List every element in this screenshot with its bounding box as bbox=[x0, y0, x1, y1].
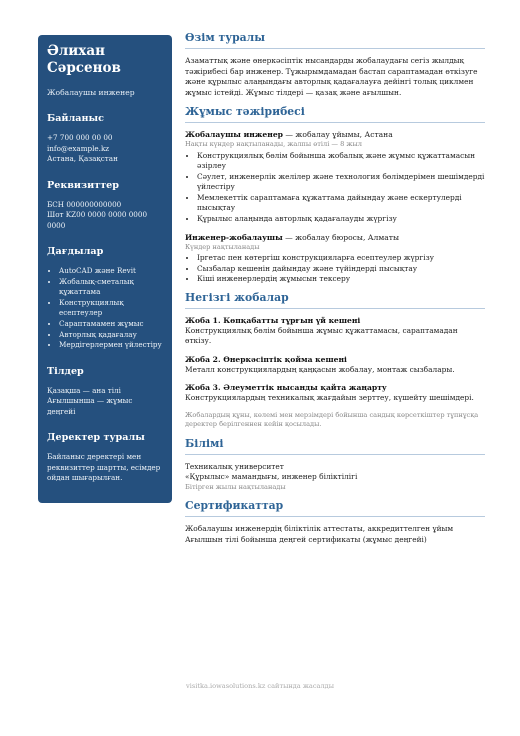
projects-heading: Негізгі жобалар bbox=[185, 290, 289, 304]
divider bbox=[185, 454, 485, 455]
duty-item: • Іргетас пен көтергіш конструкцияларға есептеулер жүргізу bbox=[197, 253, 485, 264]
language-kazakh: Қазақша — ана тілі bbox=[47, 385, 121, 395]
duty-item: • Сызбалар кешенін дайындау және түйіндерді пысықтау bbox=[197, 264, 485, 275]
bin: БСН 000000000000 bbox=[47, 199, 122, 209]
job2-duties bbox=[185, 253, 485, 285]
certificates-text: Жобалаушы инженердің біліктілік аттестаты, аккредиттелген ұйым Ағылшын тілі бойынша деңгей сертификаты (жұмыс деңгейі) bbox=[185, 524, 454, 544]
data-heading: Деректер туралы bbox=[47, 432, 145, 444]
main-content bbox=[185, 31, 485, 545]
job2-header bbox=[185, 233, 485, 243]
project2-title: Жоба 2. Өнеркәсіптік қойма кешені bbox=[185, 354, 347, 364]
job1-title: Жобалаушы инженер bbox=[185, 130, 283, 139]
duty-item: • Мемлекеттік сараптамаға құжаттама дайындау және ескертулерді пысықтау bbox=[197, 193, 485, 214]
account-line1: Шот KZ00 0000 0000 0000 bbox=[47, 210, 148, 219]
divider bbox=[185, 516, 485, 517]
edu-specialty: «Құрылыс» мамандығы, инженер біліктілігі bbox=[185, 472, 358, 482]
duty-item: • Құрылыс алаңында авторлық қадағалауды жүргізу bbox=[197, 214, 485, 225]
job1-meta: Нақты күндер нақтыланады, жалпы өтілі — 8 жыл bbox=[185, 140, 362, 148]
job1-header bbox=[185, 130, 485, 140]
duty-item: • Сәулет, инженерлік желілер және технология бөлімдерімен шешімдерді үйлестіру bbox=[197, 172, 485, 193]
project1-text: Конструкциялық бөлім бойынша жұмыс құжаттамасы, сараптамадан өткізу. bbox=[185, 325, 458, 346]
email: info@example.kz bbox=[47, 143, 110, 153]
edu-year: Бітірген жылы нақтыланады bbox=[185, 482, 286, 491]
account-line2: 0000 bbox=[47, 220, 66, 230]
data-note: Байланыс деректері мен реквизиттер шартты, есімдер ойдан шығарылған. bbox=[47, 452, 161, 483]
certificates-heading: Сертификаттар bbox=[185, 499, 284, 513]
job2-meta: Күндер нақтыланады bbox=[185, 242, 260, 251]
skills-heading: Дағдылар bbox=[47, 246, 104, 257]
sidebar bbox=[38, 35, 172, 503]
city: Астана, Қазақстан bbox=[47, 154, 118, 163]
project3-title: Жоба 3. Әлеуметтік нысанды қайта жаңарту bbox=[185, 383, 387, 393]
job1-duties bbox=[185, 151, 485, 225]
experience-heading: Жұмыс тәжірибесі bbox=[185, 105, 305, 118]
name-last: Сәрсенов bbox=[47, 60, 121, 76]
about-text: Азаматтық және өнеркәсіптік нысандарды жобалаудағы сегіз жылдық тәжірибесі бар инженер. Тұжырымдамадан бастап сараптамадан өткізуге және құрылыс алаңындағы авторлық қадағалауға дейінгі толық циклмен жұмыс істейді. Жұмыс тілдері — қазақ және ағылшын. bbox=[185, 56, 478, 97]
about-heading: Өзім туралы bbox=[185, 31, 266, 44]
divider bbox=[185, 122, 485, 123]
requisites-heading: Реквизиттер bbox=[47, 179, 119, 191]
divider bbox=[185, 48, 485, 49]
person-name bbox=[47, 43, 163, 77]
skill-item: • Мердігерлермен үйлестіру bbox=[59, 340, 163, 351]
project2-text: Металл конструкциялардың қаңқасын жобалау, монтаж сызбалары. bbox=[185, 364, 455, 374]
education-heading: Білімі bbox=[185, 436, 224, 450]
job2-org: — жобалау бюросы, Алматы bbox=[282, 232, 400, 242]
person-role: Жобалаушы инженер bbox=[47, 88, 135, 97]
edu-institution: Техникалық университет bbox=[185, 461, 284, 471]
skill-item: • Авторлық қадағалау bbox=[59, 330, 163, 341]
job1-org: — жобалау ұйымы, Астана bbox=[282, 130, 393, 139]
skill-item: • Жобалық-сметалық құжаттама bbox=[59, 277, 163, 298]
duty-item: • Конструкциялық бөлім бойынша жобалық және жұмыс құжаттамасын әзірлеу bbox=[197, 151, 485, 172]
project3-text: Конструкциялардың техникалық жағдайын зерттеу, күшейту шешімдері. bbox=[185, 393, 474, 403]
skill-item: • Конструкциялық есептеулер bbox=[59, 298, 163, 319]
skill-item: • AutoCAD және Revit bbox=[59, 266, 163, 277]
footer-credit: visitka.iowasolutions.kz сайтында жасалды bbox=[186, 682, 334, 690]
languages-heading: Тілдер bbox=[47, 365, 84, 377]
skills-list bbox=[47, 266, 163, 351]
divider bbox=[185, 308, 485, 309]
language-english: Ағылшынша — жұмыс деңгейі bbox=[47, 396, 133, 416]
phone: +7 700 000 00 00 bbox=[47, 133, 113, 142]
name-first: Әлихан bbox=[47, 43, 105, 59]
duty-item: • Кіші инженерлердің жұмысын тексеру bbox=[197, 274, 485, 285]
skill-item: • Сараптамамен жұмыс bbox=[59, 319, 163, 330]
contact-heading: Байланыс bbox=[47, 113, 104, 124]
project1-title: Жоба 1. Көпқабатты тұрғын үй кешені bbox=[185, 315, 361, 325]
projects-note: Жобалардың құны, көлемі мен мерзімдері бойынша сандық көрсеткіштер тұпнұсқа деректер берілгеннен кейін қосылады. bbox=[185, 410, 479, 429]
job2-title: Инженер-жобалаушы bbox=[185, 232, 283, 242]
